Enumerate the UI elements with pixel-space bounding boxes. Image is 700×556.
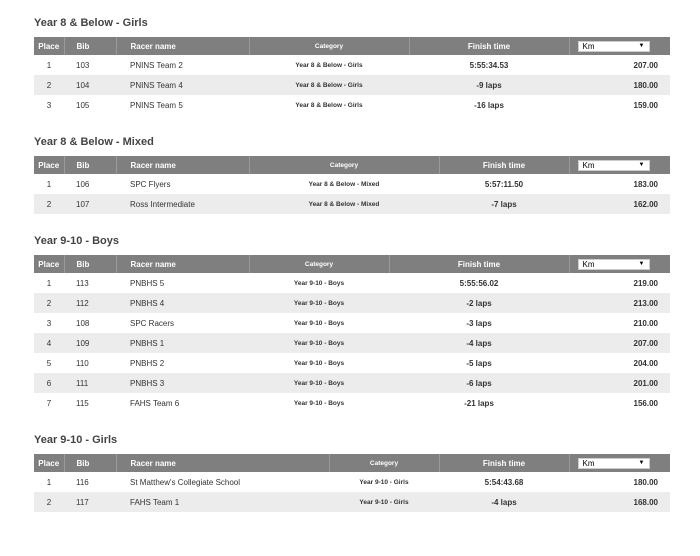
table-header-row [34, 37, 670, 55]
col-category-header[interactable]: Category [249, 255, 389, 273]
section-title: Year 9-10 - Girls [34, 434, 118, 446]
col-category-header[interactable]: Category [249, 37, 409, 55]
col-place-header[interactable]: Place [34, 156, 64, 174]
results-section-y9-10-girls [34, 432, 670, 512]
table-row[interactable] [34, 373, 670, 393]
cell-finish: -3 laps [466, 318, 492, 328]
cell-name: PNINS Team 5 [130, 100, 183, 110]
table-header-row [34, 156, 670, 174]
cell-name: PNINS Team 4 [116, 75, 249, 95]
cell-place: 5 [46, 358, 52, 368]
col-bib-header[interactable]: Bib [64, 156, 116, 174]
cell-name: PNBHS 2 [130, 358, 165, 368]
col-name-header[interactable]: Racer name [116, 156, 249, 174]
unit-select[interactable] [578, 41, 650, 52]
cell-finish: 5:55:34.53 [469, 60, 509, 70]
cell-bib: 111 [64, 373, 116, 393]
cell-bib: 103 [76, 60, 90, 70]
cell-place: 1 [46, 477, 52, 487]
table-row[interactable] [34, 353, 670, 373]
cell-bib: 117 [64, 492, 116, 512]
results-section-y9-10-boys [34, 233, 670, 413]
col-unit-header [569, 156, 670, 174]
cell-finish: -16 laps [474, 100, 504, 110]
cell-name: St Matthew's Collegiate School [130, 477, 241, 487]
col-place-header[interactable]: Place [34, 37, 64, 55]
cell-bib: 113 [76, 278, 89, 288]
table-row[interactable] [34, 194, 670, 214]
table-row[interactable] [34, 293, 670, 313]
cell-place: 7 [46, 398, 52, 408]
section-title: Year 9-10 - Boys [34, 235, 119, 247]
cell-category: Year 8 & Below - Girls [295, 61, 363, 69]
cell-km: 183.00 [633, 179, 658, 189]
cell-km: 159.00 [633, 100, 658, 110]
cell-name: PNBHS 5 [130, 278, 165, 288]
cell-name: PNINS Team 2 [130, 60, 183, 70]
table-row[interactable] [34, 55, 670, 75]
col-bib-header[interactable]: Bib [64, 255, 116, 273]
table-row[interactable] [34, 492, 670, 512]
results-section-y8-mixed [34, 134, 670, 214]
cell-km: 207.00 [633, 60, 658, 70]
cell-category: Year 9-10 - Boys [293, 399, 345, 407]
cell-place: 3 [46, 100, 52, 110]
col-finish-header[interactable]: Finish time [439, 454, 569, 472]
col-place-header[interactable]: Place [34, 255, 64, 273]
results-table [34, 156, 670, 214]
cell-place: 2 [34, 75, 64, 95]
cell-km: 201.00 [569, 373, 670, 393]
cell-bib: 116 [76, 477, 89, 487]
cell-km: 213.00 [569, 293, 670, 313]
cell-name: PNBHS 3 [116, 373, 249, 393]
cell-finish: 5:57:11.50 [484, 179, 524, 189]
col-bib-header[interactable]: Bib [64, 454, 116, 472]
col-category-header[interactable]: Category [329, 454, 439, 472]
cell-place: 2 [34, 194, 64, 214]
cell-place: 1 [46, 179, 52, 189]
cell-km: 219.00 [633, 278, 658, 288]
col-unit-header [569, 37, 670, 55]
cell-km: 162.00 [569, 194, 670, 214]
cell-category: Year 8 & Below - Mixed [308, 180, 380, 188]
col-unit-header [569, 454, 670, 472]
col-category-header[interactable]: Category [249, 156, 439, 174]
cell-finish: -4 laps [439, 492, 569, 512]
col-name-header[interactable]: Racer name [116, 37, 249, 55]
unit-select-value: Km [582, 160, 595, 170]
cell-bib: 107 [64, 194, 116, 214]
cell-place: 6 [34, 373, 64, 393]
cell-km: 180.00 [633, 477, 658, 487]
cell-finish: 5:54:43.68 [484, 477, 524, 487]
cell-place: 1 [46, 278, 52, 288]
cell-finish: -5 laps [466, 358, 492, 368]
cell-km: 204.00 [633, 358, 658, 368]
section-title: Year 8 & Below - Girls [34, 17, 148, 29]
cell-bib: 115 [76, 398, 89, 408]
col-finish-header[interactable]: Finish time [409, 37, 569, 55]
cell-category: Year 8 & Below - Girls [295, 101, 363, 109]
unit-select-value: Km [582, 259, 595, 269]
table-header-row [34, 255, 670, 273]
cell-category: Year 9-10 - Boys [293, 319, 345, 327]
cell-name: FAHS Team 6 [130, 398, 180, 408]
cell-bib: 109 [64, 333, 116, 353]
cell-finish: -6 laps [389, 373, 569, 393]
cell-bib: 108 [76, 318, 90, 328]
cell-category: Year 9-10 - Boys [249, 333, 389, 353]
col-place-header[interactable]: Place [34, 454, 64, 472]
col-unit-header [569, 255, 670, 273]
cell-finish: -4 laps [389, 333, 569, 353]
table-header-row [34, 454, 670, 472]
cell-km: 207.00 [569, 333, 670, 353]
results-table [34, 454, 670, 512]
results-table [34, 37, 670, 115]
cell-name: SPC Flyers [130, 179, 171, 189]
cell-place: 3 [46, 318, 52, 328]
cell-finish: -21 laps [464, 398, 494, 408]
cell-category: Year 9-10 - Boys [293, 359, 345, 367]
cell-category: Year 9-10 - Boys [293, 279, 345, 287]
col-name-header[interactable]: Racer name [116, 454, 329, 472]
unit-select[interactable] [578, 259, 650, 270]
table-row[interactable] [34, 313, 670, 333]
chevron-down-icon: ▼ [638, 261, 645, 267]
cell-place: 1 [46, 60, 52, 70]
cell-km: 180.00 [569, 75, 670, 95]
cell-km: 210.00 [633, 318, 658, 328]
cell-bib: 106 [76, 179, 90, 189]
cell-bib: 105 [76, 100, 90, 110]
cell-category: Year 8 & Below - Girls [249, 75, 409, 95]
cell-name: Ross Intermediate [116, 194, 249, 214]
cell-km: 168.00 [569, 492, 670, 512]
table-row[interactable] [34, 333, 670, 353]
table-row[interactable] [34, 95, 670, 115]
unit-select-value: Km [582, 458, 595, 468]
chevron-down-icon: ▼ [638, 43, 645, 49]
col-name-header[interactable]: Racer name [116, 255, 249, 273]
cell-category: Year 9-10 - Boys [249, 373, 389, 393]
chevron-down-icon: ▼ [638, 460, 645, 466]
results-section-y8-girls [34, 15, 670, 115]
cell-category: Year 8 & Below - Mixed [249, 194, 439, 214]
table-row[interactable] [34, 75, 670, 95]
col-bib-header[interactable]: Bib [64, 37, 116, 55]
section-title: Year 8 & Below - Mixed [34, 136, 154, 148]
table-row[interactable] [34, 472, 670, 492]
cell-name: FAHS Team 1 [116, 492, 329, 512]
cell-category: Year 9-10 - Girls [329, 492, 439, 512]
cell-name: SPC Racers [130, 318, 175, 328]
cell-place: 2 [34, 492, 64, 512]
cell-category: Year 9-10 - Girls [359, 478, 409, 486]
cell-name: PNBHS 1 [116, 333, 249, 353]
cell-category: Year 9-10 - Boys [249, 293, 389, 313]
unit-select[interactable] [578, 458, 650, 469]
chevron-down-icon: ▼ [638, 162, 645, 168]
col-finish-header[interactable]: Finish time [389, 255, 569, 273]
unit-select[interactable] [578, 160, 650, 171]
table-row[interactable] [34, 273, 670, 293]
col-finish-header[interactable]: Finish time [439, 156, 569, 174]
table-row[interactable] [34, 174, 670, 194]
unit-select-value: Km [582, 41, 595, 51]
cell-bib: 110 [76, 358, 89, 368]
cell-place: 2 [34, 293, 64, 313]
cell-bib: 104 [64, 75, 116, 95]
cell-km: 156.00 [633, 398, 658, 408]
cell-finish: -2 laps [389, 293, 569, 313]
cell-place: 4 [34, 333, 64, 353]
cell-bib: 112 [64, 293, 116, 313]
cell-finish: -7 laps [439, 194, 569, 214]
cell-finish: 5:55:56.02 [459, 278, 499, 288]
table-row[interactable] [34, 393, 670, 413]
cell-finish: -9 laps [409, 75, 569, 95]
cell-name: PNBHS 4 [116, 293, 249, 313]
results-table [34, 255, 670, 413]
